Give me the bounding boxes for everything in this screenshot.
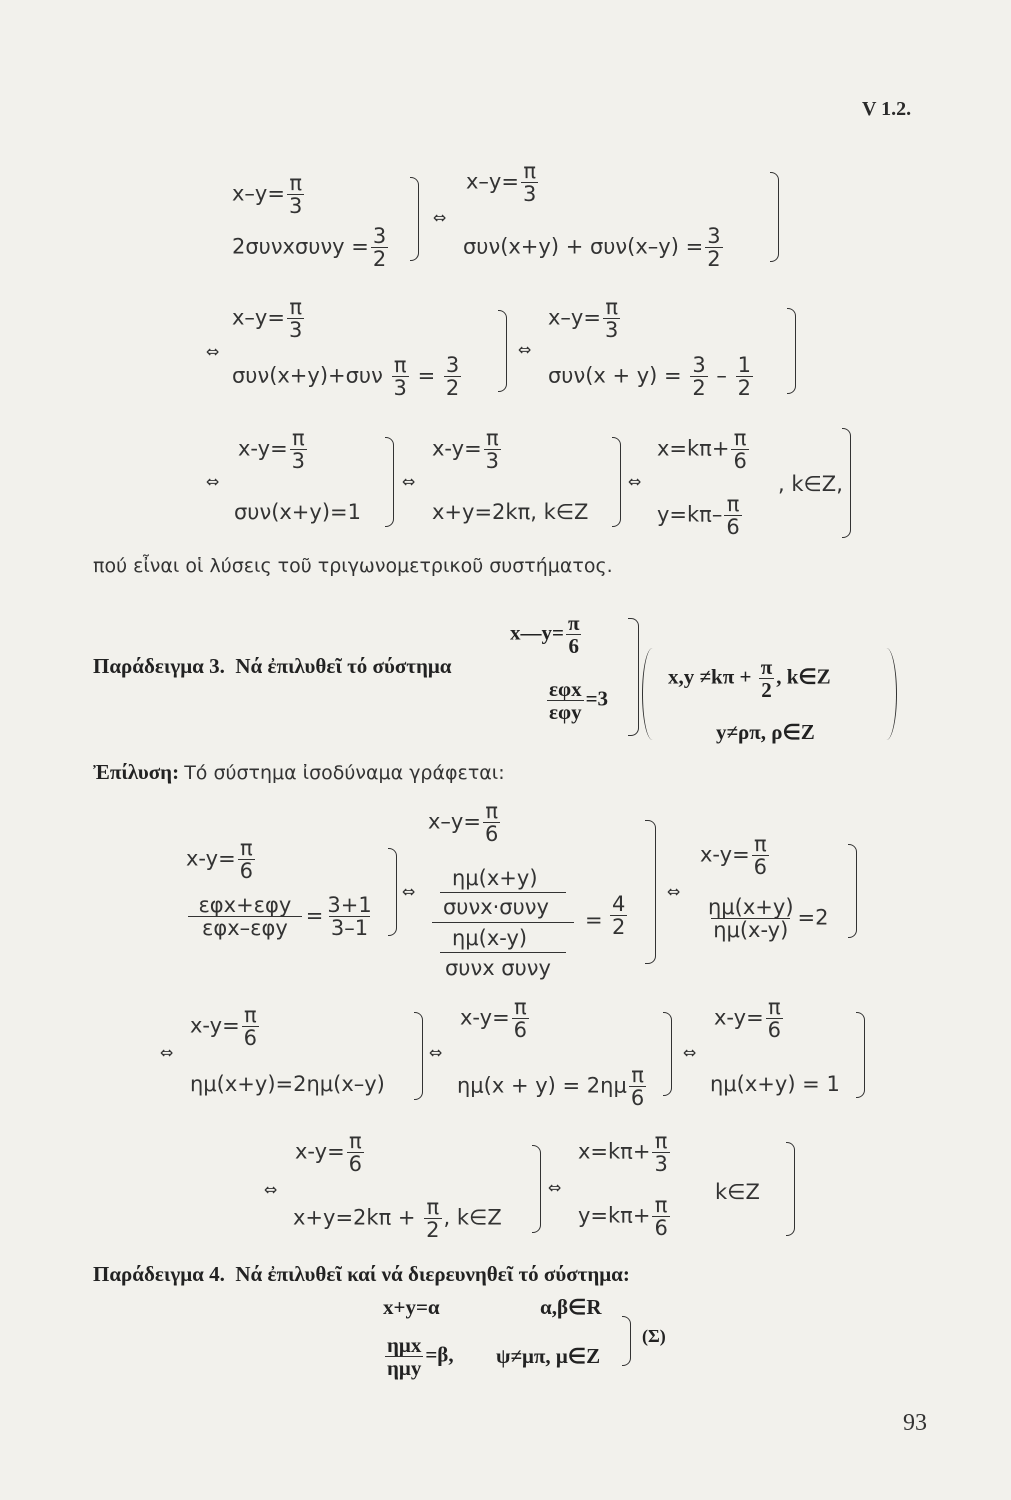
b3-kz: , k∈Z, bbox=[778, 472, 843, 496]
b4-a1: x-y= $\frac{\pi}{6}$ bbox=[186, 836, 254, 884]
b3-row1-a: x-y= $\frac{\pi}{3}$ bbox=[238, 426, 306, 474]
b2-equiv-b: ⇔ bbox=[518, 340, 532, 359]
b3-equiv-b: ⇔ bbox=[402, 472, 416, 491]
b3-brace-3 bbox=[842, 428, 851, 538]
example4-cond1: α,β∈R bbox=[540, 1295, 602, 1319]
b1-brace-2 bbox=[770, 172, 779, 262]
solution-label: Ἐπίλυση: bbox=[93, 760, 180, 784]
b4-sin-sum: ημ(x+y) bbox=[452, 866, 538, 890]
example3-eq1: x—y= $\frac{\pi}{6}$ bbox=[510, 611, 580, 659]
b4-equiv-a: ⇔ bbox=[402, 882, 416, 901]
b3-brace-2 bbox=[612, 437, 621, 527]
b4-four-over-two: $\frac{4}{2}$ bbox=[612, 892, 626, 940]
b4-inner-line-1 bbox=[440, 892, 566, 893]
b6-equiv-a: ⇔ bbox=[264, 1180, 278, 1199]
example3-brace bbox=[628, 618, 639, 736]
example4-eq2: $\frac{\text{ημx}}{\text{ημy}}$ =β, bbox=[387, 1333, 454, 1381]
b4-c2: $\frac{\eta\mu(x+y)}{\eta\mu(x-y)}$ =2 bbox=[708, 895, 829, 943]
b3-row1-b: x-y= $\frac{\pi}{3}$ bbox=[432, 426, 500, 474]
b5-brace-2 bbox=[663, 1012, 672, 1096]
b1-row1-right: x–y= $\frac{\pi}{3}$ bbox=[466, 159, 537, 207]
b4-brace-3 bbox=[848, 844, 857, 938]
example4-cond2: ψ≠μπ, μ∈Z bbox=[496, 1344, 601, 1368]
b3-row2-c: y=kπ– $\frac{\pi}{6}$ bbox=[657, 492, 740, 540]
b4-c1: x-y= $\frac{\pi}{6}$ bbox=[700, 832, 768, 880]
b1-row2-left: 2συνxσυνy = $\frac{3}{2}$ bbox=[232, 224, 387, 272]
b2-row1-left: x–y= $\frac{\pi}{3}$ bbox=[232, 295, 303, 343]
b6-a1: x-y= $\frac{\pi}{6}$ bbox=[295, 1129, 363, 1177]
b6-a2: x+y=2kπ + $\frac{\pi}{2}$ , k∈Z bbox=[293, 1195, 502, 1243]
b6-brace-2 bbox=[786, 1142, 795, 1236]
b5-equiv-a: ⇔ bbox=[160, 1043, 174, 1062]
b4-equals: = bbox=[585, 908, 603, 932]
text-solutions: πού εἶναι οἱ λύσεις τοῦ τριγωνομετρικοῦ συστήματος. bbox=[93, 555, 613, 577]
b2-brace-2 bbox=[787, 308, 796, 394]
b4-cos-prod: συνx·συνy bbox=[443, 895, 549, 919]
b6-equiv-b: ⇔ bbox=[548, 1178, 562, 1197]
b1-brace-1 bbox=[410, 177, 419, 261]
example3-eq2: $\frac{\text{εφx}}{\text{εφy}}$ =3 bbox=[549, 677, 609, 725]
b3-brace-1 bbox=[385, 437, 394, 527]
b4-brace-2 bbox=[645, 820, 656, 964]
b2-equiv-a: ⇔ bbox=[206, 342, 220, 361]
b2-row2-left: συν(x+y)+συν $\frac{\pi}{3}$ = $\frac{3}{2}$ bbox=[232, 353, 460, 401]
b5-a1: x-y= $\frac{\pi}{6}$ bbox=[190, 1003, 258, 1051]
b1-row2-right: συν(x+y) + συν(x–y) = $\frac{3}{2}$ bbox=[463, 224, 721, 272]
b3-row2-a: συν(x+y)=1 bbox=[234, 500, 361, 524]
solution-text: Τό σύστημα ἰσοδύναμα γράφεται: bbox=[184, 762, 505, 784]
b4-main-line bbox=[432, 922, 574, 923]
example4-title: Παράδειγμα 4. Νά ἐπιλυθεῖ καί νά διερευνηθεῖ τό σύστημα: bbox=[93, 1262, 630, 1286]
page-number: 93 bbox=[903, 1410, 927, 1436]
b4-inner-line-2 bbox=[440, 952, 566, 953]
section-number: V 1.2. bbox=[862, 98, 912, 120]
b5-b2: ημ(x + y) = 2ημ $\frac{\pi}{6}$ bbox=[457, 1063, 645, 1111]
example3-title: Παράδειγμα 3. Νά ἐπιλυθεῖ τό σύστημα bbox=[93, 654, 452, 678]
b5-brace-1 bbox=[414, 1012, 423, 1100]
b4-a2: $\frac{\text{εφx+εφy}}{\text{εφx–εφy}}$ = $\frac{3+1}{3-1}$ bbox=[186, 894, 376, 939]
b1-equiv: ⇔ bbox=[433, 208, 447, 227]
b4-sin-diff: ημ(x-y) bbox=[452, 926, 528, 950]
b5-a2: ημ(x+y)=2ημ(x–y) bbox=[190, 1072, 385, 1096]
b1-row1-left: x–y= $\frac{\pi}{3}$ bbox=[232, 171, 303, 219]
b6-kz: k∈Z bbox=[715, 1180, 760, 1204]
b2-row2-right: συν(x + y) = $\frac{3}{2}$ – $\frac{1}{2}$ bbox=[548, 353, 751, 401]
b5-equiv-c: ⇔ bbox=[683, 1043, 697, 1062]
b3-equiv-a: ⇔ bbox=[206, 472, 220, 491]
b2-brace-1 bbox=[498, 310, 507, 392]
b4-b1: x–y= $\frac{\pi}{6}$ bbox=[428, 799, 499, 847]
b5-brace-3 bbox=[856, 1012, 865, 1098]
b6-b1: x=kπ+ $\frac{\pi}{3}$ bbox=[578, 1129, 668, 1177]
b4-equiv-b: ⇔ bbox=[667, 882, 681, 901]
example4-label: (Σ) bbox=[642, 1326, 666, 1346]
b3-row2-b: x+y=2kπ, k∈Z bbox=[432, 500, 589, 524]
example4-brace bbox=[622, 1316, 631, 1366]
b5-c1: x-y= $\frac{\pi}{6}$ bbox=[714, 995, 782, 1043]
b3-row1-c: x=kπ+ $\frac{\pi}{6}$ bbox=[657, 426, 747, 474]
example4-eq1: x+y=α bbox=[383, 1295, 440, 1319]
b6-brace-1 bbox=[532, 1145, 541, 1233]
b2-row1-right: x–y= $\frac{\pi}{3}$ bbox=[548, 295, 619, 343]
example3-cond2: y≠ρπ, ρ∈Z bbox=[716, 720, 815, 744]
b4-cos-prod2: συνx συνy bbox=[445, 956, 551, 980]
b4-brace-1 bbox=[388, 848, 397, 936]
example3-paren-right bbox=[876, 648, 897, 740]
example3-paren-left bbox=[642, 648, 663, 740]
example3-cond1: x,y ≠kπ + $\frac{\pi}{2}$ , k∈Z bbox=[668, 655, 831, 703]
solution-line bbox=[93, 760, 505, 785]
b5-b1: x-y= $\frac{\pi}{6}$ bbox=[460, 995, 528, 1043]
b3-equiv-c: ⇔ bbox=[628, 472, 642, 491]
b5-c2: ημ(x+y) = 1 bbox=[710, 1072, 840, 1096]
b6-b2: y=kπ+ $\frac{\pi}{6}$ bbox=[578, 1193, 668, 1241]
b5-equiv-b: ⇔ bbox=[429, 1043, 443, 1062]
